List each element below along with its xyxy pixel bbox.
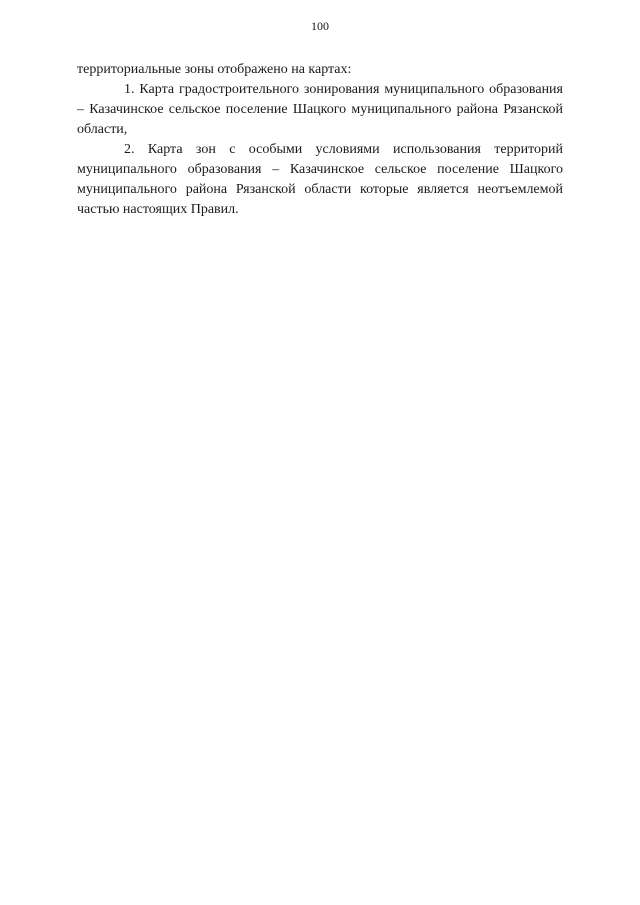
intro-paragraph: территориальные зоны отображено на картах: [77, 62, 352, 77]
list-item-special-zones-map: 2. Карта зон с особыми условиями использования территорий муниципального образования – Казачинское сельское поселение Шацкого муниципального района Рязанской области которые является неотъемлемой частью настоящих Правил. [77, 142, 563, 217]
list-item-zoning-map: 1. Карта градостроительного зонирования муниципального образования – Казачинское сельское поселение Шацкого муниципального района Рязанской области, [77, 82, 563, 137]
document-body [77, 60, 563, 220]
page-number: 100 [311, 19, 329, 33]
